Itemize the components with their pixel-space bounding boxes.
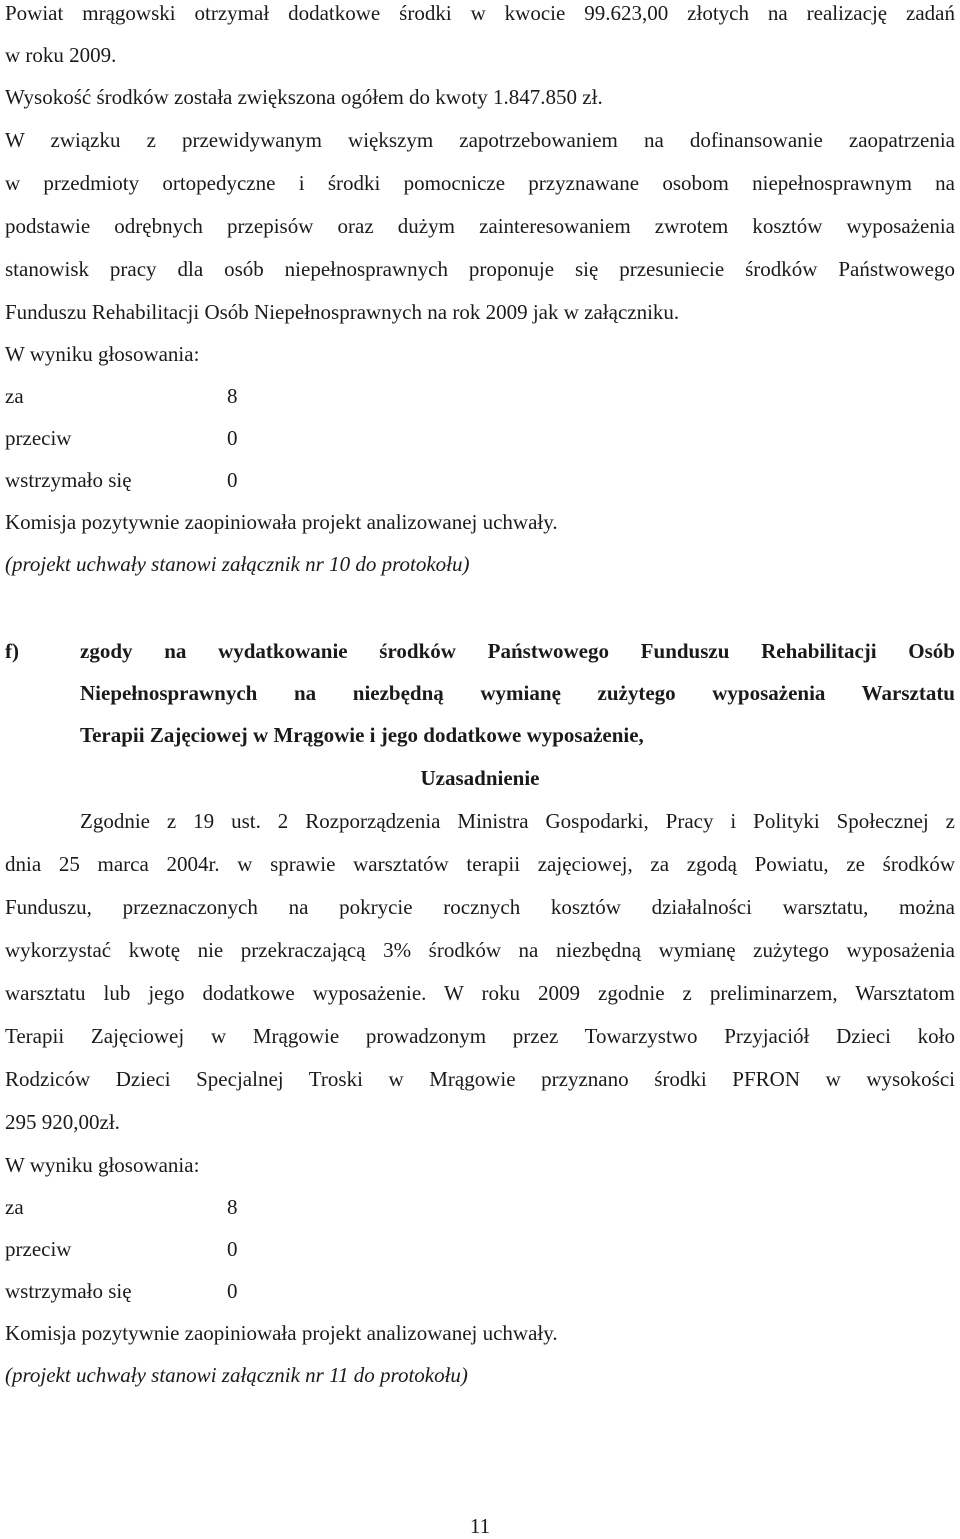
justification-heading: Uzasadnienie xyxy=(420,766,540,790)
section-f-body-line-6: Terapii Zajęciowej w Mrągowie prowadzonym przez Towarzystwo Przyjaciół Dzieci koło xyxy=(5,1024,955,1048)
section-f-title-line-1: zgody na wydatkowanie środków Państwowego Funduszu Rehabilitacji Osób xyxy=(80,639,955,663)
page-number: 11 xyxy=(469,1514,491,1538)
section-f-title-line-2: Niepełnosprawnych na niezbędną wymianę zużytego wyposażenia Warsztatu xyxy=(80,681,955,705)
section-f-title-line-3: Terapii Zajęciowej w Mrągowie i jego dodatkowe wyposażenie, xyxy=(80,723,644,747)
section-f-letter: f) xyxy=(5,639,19,663)
vote1-wstrzymalo-label: wstrzymało się xyxy=(5,468,132,492)
vote1-za-value: 8 xyxy=(227,384,238,408)
vote1-za-row xyxy=(5,383,238,409)
section-f-body-line-7: Rodziców Dzieci Specjalnej Troski w Mrągowie przyznano środki PFRON w wysokości xyxy=(5,1067,955,1091)
vote2-note: (projekt uchwały stanowi załącznik nr 11 do protokołu) xyxy=(5,1363,468,1387)
vote1-conclusion: Komisja pozytywnie zaopiniowała projekt analizowanej uchwały. xyxy=(5,510,558,534)
vote2-za-label: za xyxy=(5,1195,24,1219)
section-f-body-line-2: dnia 25 marca 2004r. w sprawie warsztatów terapii zajęciowej, za zgodą Powiatu, ze środków xyxy=(5,852,955,876)
vote1-przeciw-label: przeciw xyxy=(5,426,72,450)
vote2-wstrzymalo-row xyxy=(5,1278,238,1304)
intro-line-3: Wysokość środków została zwiększona ogółem do kwoty 1.847.850 zł. xyxy=(5,85,603,109)
vote2-za-row xyxy=(5,1194,238,1220)
intro-line-1: Powiat mrągowski otrzymał dodatkowe środki w kwocie 99.623,00 złotych na realizację zadań xyxy=(5,1,955,25)
para1-line-2: w przedmioty ortopedyczne i środki pomocnicze przyznawane osobom niepełnosprawnym na xyxy=(5,171,955,195)
para1-line-3: podstawie odrębnych przepisów oraz dużym zainteresowaniem zwrotem kosztów wyposażenia xyxy=(5,214,955,238)
vote2-wstrzymalo-value: 0 xyxy=(227,1279,238,1303)
section-f-body-line-5: warsztatu lub jego dodatkowe wyposażenie. W roku 2009 zgodnie z preliminarzem, Warsztatom xyxy=(5,981,955,1005)
intro-line-2: w roku 2009. xyxy=(5,43,117,67)
vote2-przeciw-value: 0 xyxy=(227,1237,238,1261)
para1-line-1: W związku z przewidywanym większym zapotrzebowaniem na dofinansowanie zaopatrzenia xyxy=(5,128,955,152)
vote1-heading: W wyniku głosowania: xyxy=(5,342,200,366)
vote2-za-value: 8 xyxy=(227,1195,238,1219)
section-f-body-line-4: wykorzystać kwotę nie przekraczającą 3% środków na niezbędną wymianę zużytego wyposażenia xyxy=(5,938,955,962)
para1-line-5: Funduszu Rehabilitacji Osób Niepełnosprawnych na rok 2009 jak w załączniku. xyxy=(5,300,680,324)
vote1-note: (projekt uchwały stanowi załącznik nr 10 do protokołu) xyxy=(5,552,470,576)
section-f-body-line-1: Zgodnie z 19 ust. 2 Rozporządzenia Ministra Gospodarki, Pracy i Polityki Społecznej z xyxy=(80,809,955,833)
vote2-wstrzymalo-label: wstrzymało się xyxy=(5,1279,132,1303)
vote1-wstrzymalo-row xyxy=(5,467,238,493)
vote2-heading: W wyniku głosowania: xyxy=(5,1153,200,1177)
vote1-za-label: za xyxy=(5,384,24,408)
section-f-body-line-8: 295 920,00zł. xyxy=(5,1110,120,1134)
vote2-conclusion: Komisja pozytywnie zaopiniowała projekt analizowanej uchwały. xyxy=(5,1321,558,1345)
section-f-body-line-3: Funduszu, przeznaczonych na pokrycie rocznych kosztów działalności warsztatu, można xyxy=(5,895,955,919)
vote1-przeciw-row xyxy=(5,425,238,451)
para1-line-4: stanowisk pracy dla osób niepełnosprawnych proponuje się przesuniecie środków Państwowego xyxy=(5,257,955,281)
vote1-wstrzymalo-value: 0 xyxy=(227,468,238,492)
vote2-przeciw-row xyxy=(5,1236,238,1262)
vote1-przeciw-value: 0 xyxy=(227,426,238,450)
vote2-przeciw-label: przeciw xyxy=(5,1237,72,1261)
